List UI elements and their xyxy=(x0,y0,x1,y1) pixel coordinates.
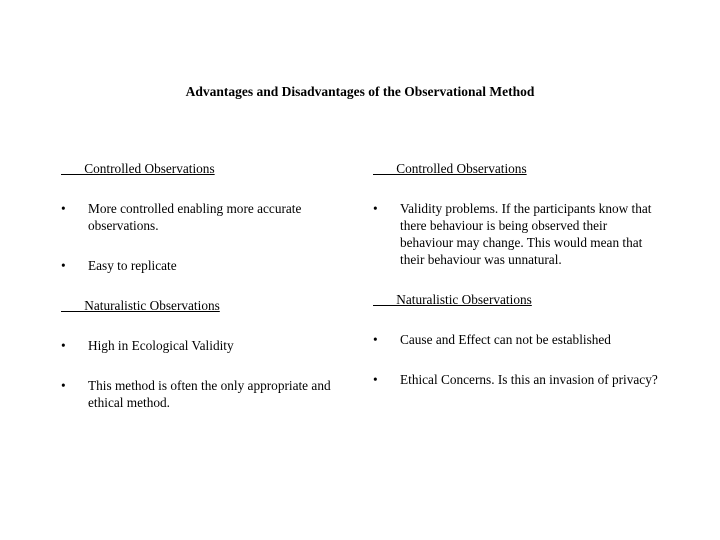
disadvantages-column xyxy=(373,160,663,411)
list-item xyxy=(61,200,351,234)
list-item xyxy=(373,200,663,268)
list-item xyxy=(61,337,351,354)
list-item xyxy=(373,371,663,388)
list-item xyxy=(61,257,351,274)
section-heading: Naturalistic Observations xyxy=(61,298,220,313)
bullet-icon: • xyxy=(61,201,66,216)
list-item-text: Easy to replicate xyxy=(88,258,177,273)
list-item-text: Cause and Effect can not be established xyxy=(400,332,611,347)
bullet-icon: • xyxy=(61,378,66,393)
list-item xyxy=(373,331,663,348)
section-heading: Controlled Observations xyxy=(61,161,215,176)
page-title: Advantages and Disadvantages of the Observational Method xyxy=(185,84,535,99)
section-heading: Controlled Observations xyxy=(373,161,527,176)
list-item-text: More controlled enabling more accurate observations. xyxy=(88,201,302,233)
bullet-icon: • xyxy=(373,372,378,387)
list-item xyxy=(61,377,351,411)
list-item-text: Ethical Concerns. Is this an invasion of privacy? xyxy=(400,372,658,387)
bullet-icon: • xyxy=(61,338,66,353)
bullet-icon: • xyxy=(61,258,66,273)
section-heading: Naturalistic Observations xyxy=(373,292,532,307)
list-item-text: Validity problems. If the participants know that there behaviour is being observed their behaviour may change. This would mean that their behaviour was unnatural. xyxy=(400,201,652,267)
bullet-icon: • xyxy=(373,201,378,216)
bullet-icon: • xyxy=(373,332,378,347)
advantages-column xyxy=(61,160,351,434)
list-item-text: This method is often the only appropriate and ethical method. xyxy=(88,378,331,410)
list-item-text: High in Ecological Validity xyxy=(88,338,234,353)
